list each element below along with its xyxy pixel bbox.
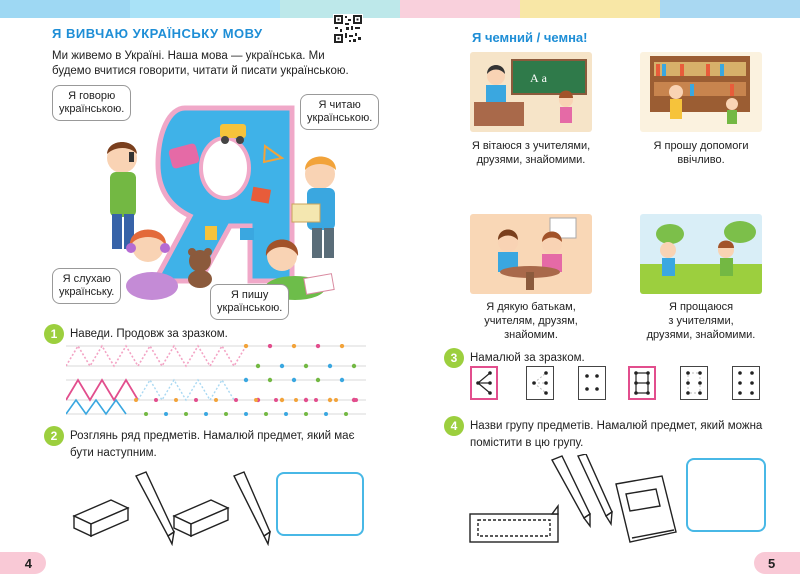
- caption-line: учителям, друзям,: [484, 315, 578, 327]
- topbar-segment: [400, 0, 520, 18]
- pencil-icon: [136, 472, 174, 544]
- qr-code-icon[interactable]: [333, 14, 363, 44]
- pencil-case-icon: [470, 506, 558, 542]
- caption-line: друзями, знайомими.: [476, 154, 586, 166]
- task-2-text: [70, 428, 370, 462]
- caption-thank: [460, 300, 602, 342]
- school-supplies-group: [466, 454, 680, 554]
- task-line: Назви групу предметів. Намалюй предмет, який можна: [470, 420, 763, 432]
- bubble-line: Я слухаю: [62, 273, 111, 285]
- task-line: помістити в цю групу.: [470, 437, 584, 449]
- eraser-icon: [174, 500, 228, 536]
- task-number-4: 4: [444, 416, 464, 436]
- page-title: Я чемний / чемна!: [472, 30, 588, 45]
- bubble-line: українською.: [59, 103, 125, 115]
- intro-text: [52, 49, 382, 79]
- bubble-line: Я говорю: [68, 90, 116, 102]
- zigzag-tracing-exercise[interactable]: [66, 344, 366, 422]
- caption-line: ввічливо.: [677, 154, 725, 166]
- caption-line: з учителями,: [668, 315, 734, 327]
- top-color-bar: [0, 0, 800, 18]
- topbar-segment: [660, 0, 800, 18]
- caption-line: Я вітаюся з учителями,: [471, 140, 591, 152]
- speech-bubble-write: [210, 284, 289, 320]
- eraser-icon: [74, 500, 128, 536]
- intro-line: будемо вчитися говорити, читати й писати українською.: [52, 65, 349, 77]
- toy-blocks-icon: [205, 226, 217, 240]
- page-title: Я ВИВЧАЮ УКРАЇНСЬКУ МОВУ: [52, 26, 263, 41]
- topbar-segment: [0, 0, 130, 18]
- task-3-text: Намалюй за зразком.: [470, 352, 585, 364]
- caption-line: знайомим.: [504, 329, 558, 341]
- topbar-segment: [520, 0, 660, 18]
- caption-bye: [636, 300, 766, 342]
- teddy-bear-icon: [188, 248, 212, 288]
- task-1-text: Наведи. Продовж за зразком.: [70, 328, 228, 340]
- caption-line: Я дякую батькам,: [486, 301, 576, 313]
- sequence-eraser-pencil: [66, 466, 276, 546]
- page-number: 5: [754, 552, 800, 574]
- saying-goodbye-illustration: [640, 214, 762, 294]
- speech-bubble-speak: [52, 85, 131, 121]
- speech-bubble-read: [300, 94, 379, 130]
- caption-ask: [636, 139, 766, 167]
- asking-help-illustration: [640, 52, 762, 132]
- dot-pattern-box[interactable]: [732, 366, 760, 400]
- left-page: [0, 18, 400, 580]
- caption-line: Я прошу допомоги: [653, 140, 749, 152]
- task-line: бути наступним.: [70, 447, 157, 459]
- sample-dot-pattern-1: [470, 366, 498, 400]
- caption-line: Я прощаюся: [668, 301, 734, 313]
- task-number-1: 1: [44, 324, 64, 344]
- drawing-answer-box[interactable]: [276, 472, 364, 536]
- task-4-text: [470, 418, 790, 452]
- topbar-segment: [130, 0, 280, 18]
- task-line: Розглянь ряд предметів. Намалюй предмет, який має: [70, 430, 355, 442]
- bubble-line: Я пишу: [230, 289, 269, 301]
- thanking-illustration: [470, 214, 592, 294]
- task-number-2: 2: [44, 426, 64, 446]
- svg-text:А а: А а: [530, 71, 547, 85]
- bubble-line: українською.: [217, 302, 283, 314]
- caption-greet: [460, 139, 602, 167]
- drawing-answer-box[interactable]: [686, 458, 766, 532]
- caption-line: друзями, знайомими.: [646, 329, 756, 341]
- speech-bubble-listen: [52, 268, 121, 304]
- dot-pattern-box[interactable]: [680, 366, 708, 400]
- greeting-teacher-illustration: [470, 52, 592, 132]
- notebook-icon: [616, 476, 676, 542]
- task-number-3: 3: [444, 348, 464, 368]
- bubble-line: українську.: [59, 286, 115, 298]
- boy-reading-illustration: [292, 157, 336, 259]
- dot-pattern-box[interactable]: [526, 366, 554, 400]
- toy-truck-icon: [220, 124, 246, 138]
- dot-pattern-box[interactable]: [578, 366, 606, 400]
- intro-line: Ми живемо в Україні. Наша мова — українська. Ми: [52, 50, 325, 62]
- page-number: 4: [0, 552, 46, 574]
- bubble-line: Я читаю: [318, 99, 361, 111]
- boy-speaking-illustration: [107, 142, 137, 249]
- bubble-line: українською.: [307, 112, 373, 124]
- sample-dot-pattern-2: [628, 366, 656, 400]
- pencil-icon: [234, 472, 270, 544]
- right-page: [400, 18, 800, 580]
